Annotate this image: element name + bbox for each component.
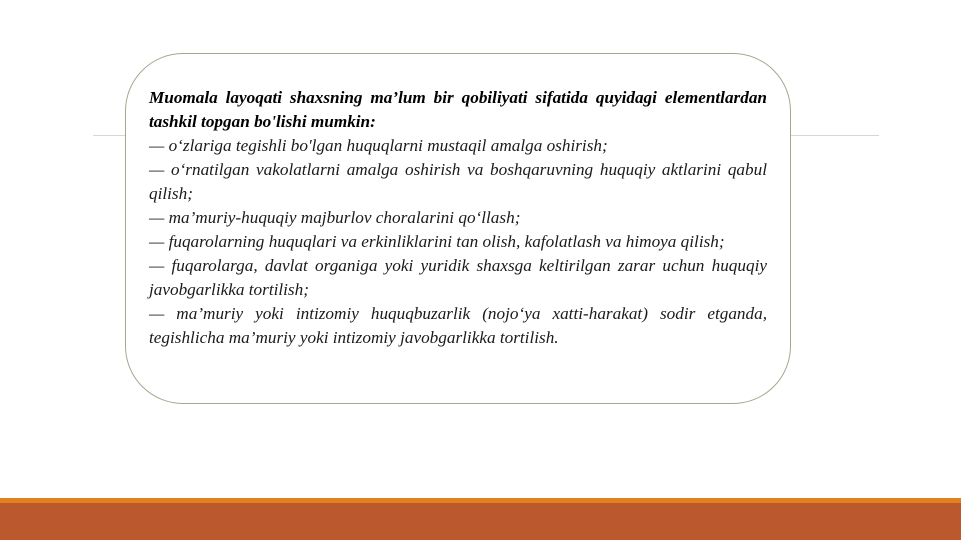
title-rule-right	[790, 135, 879, 136]
list-item: — ma’muriy yoki intizomiy huquqbuzarlik (nojo‘ya xatti-harakat) sodir etganda, tegishlicha ma’muriy yoki intizomiy javobgarlikka tortilish.	[149, 304, 767, 347]
list-item: — fuqarolarning huquqlari va erkinliklarini tan olish, kafolatlash va himoya qilish;	[149, 232, 725, 251]
list-item: — fuqarolarga, davlat organiga yoki yuridik shaxsga keltirilgan zarar uchun huquqiy javobgarlikka tortilish;	[149, 256, 767, 299]
slide-heading: Muomala layoqati shaxsning ma’lum bir qobiliyati sifatida quyidagi elementlardan tashkil topgan bo'lishi mumkin:	[149, 88, 767, 131]
footer-bar	[0, 503, 961, 540]
list-item: — o‘rnatilgan vakolatlarni amalga oshirish va boshqaruvning huquqiy aktlarini qabul qilish;	[149, 160, 767, 203]
slide-text-block	[149, 86, 767, 350]
list-item: — o‘zlariga tegishli bo'lgan huquqlarni mustaqil amalga oshirish;	[149, 136, 608, 155]
list-item: — ma’muriy-huquqiy majburlov choralarini qo‘llash;	[149, 208, 521, 227]
